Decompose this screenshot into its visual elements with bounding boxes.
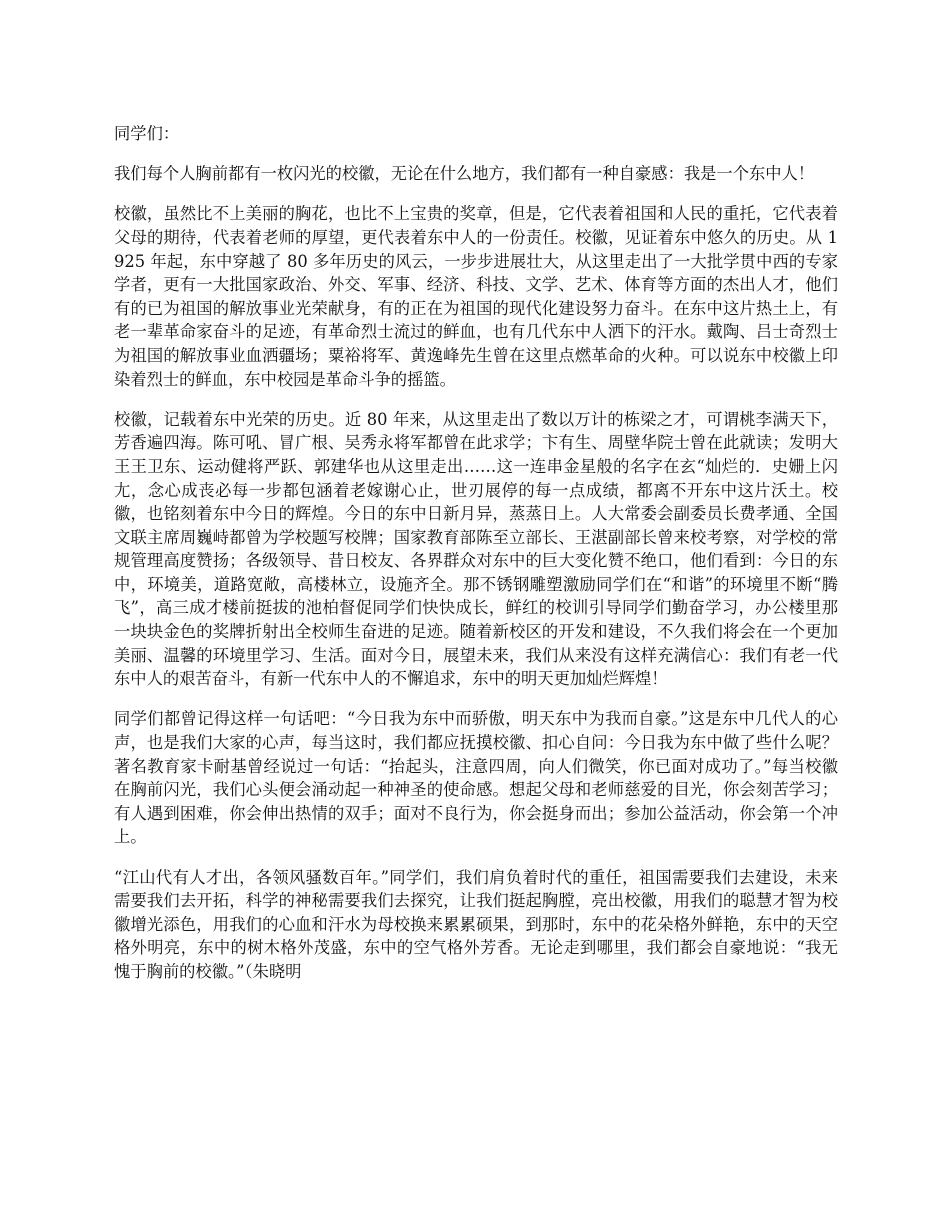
paragraph-3: 校徽，记载着东中光荣的历史。近 80 年来，从这里走出了数以万计的栋梁之才，可谓桃李满天下，芳香遍四海。陈可吼、冒广根、吴秀永将军都曾在此求学；卞有生、周壁华院士曾在此就读；发明大王王卫东、运动健将严跃、郭建华也从这里走出……这一连串金星般的名字在玄“灿烂的．史姗上闪尢，念心成丧必每一步都包涵着老嫁谢心止，世刃展停的每一点成绩，都离不开东中这片沃土。校徽，也铭刻着东中今日的辉煌。今日的东中日新月异，蒸蒸日上。人大常委会副委员长费孝通、全国文联主席周巍峙都曾为学校题写校牌；国家教育部陈至立部长、王湛副部长曾来校考察，对学校的常规管理高度赞扬；各级领导、昔日校友、各界群众对东中的巨大变化赞不绝口，他们看到：今日的东中，环境美，道路宽敞，高楼林立，设施齐全。那不锈钢雕塑激励同学们在“和谐”的环境里不断“腾飞”，高三成才楼前挺拔的池柏督促同学们快快成长，鲜红的校训引导同学们勤奋学习，办公楼里那一块块金色的奖牌折射出全校师生奋进的足迹。随着新校区的开发和建设，不久我们将会在一个更加美丽、温馨的环境里学习、生活。面对今日，展望未来，我们从来没有这样充满信心：我们有老一代东中人的艰苦奋斗，有新一代东中人的不懈追求，东中的明天更加灿烂辉煌！ bbox=[114, 409, 838, 689]
paragraph-5: “江山代有人才出，各领风骚数百年。”同学们，我们肩负着时代的重任，祖国需要我们去建设，未来需要我们去开拓，科学的神秘需要我们去探究，让我们挺起胸膛，亮出校徽，用我们的聪慧才智为校徽增光添色，用我们的心血和汗水为母校换来累累硕果，到那时，东中的花朵格外鲜艳，东中的天空格外明亮，东中的树木格外茂盛，东中的空气格外芳香。无论走到哪里，我们都会自豪地说：“我无愧于胸前的校徽。”（朱晓明 bbox=[114, 867, 838, 981]
greeting: 同学们： bbox=[114, 124, 180, 143]
paragraph-1: 我们每个人胸前都有一枚闪光的校徽，无论在什么地方，我们都有一种自豪感：我是一个东中人！ bbox=[114, 164, 815, 184]
document-body bbox=[114, 122, 838, 1000]
paragraph-2: 校徽，虽然比不上美丽的胸花，也比不上宝贵的奖章，但是，它代表着祖国和人民的重托，它代表着父母的期待，代表着老师的厚望，更代表着东中人的一份责任。校徽，见证着东中悠久的历史。从 1925 年起，东中穿越了 80 多年历史的风云，一步步进展壮大，从这里走出了一大批学贯中西的专家学者，更有一大批国家政治、外交、军事、经济、科技、文学、艺术、体育等方面的杰出人才，他们有的已为祖国的解放事业光荣献身，有的正在为祖国的现代化建设努力奋斗。在东中这片热土上，有老一辈革命家奋斗的足迹，有革命烈士流过的鲜血，也有几代东中人洒下的汗水。戴陶、吕士奇烈士为祖国的解放事业血洒疆场；粟裕将军、黄逸峰先生曾在这里点燃革命的火种。可以说东中校徽上印染着烈士的鲜血，东中校园是革命斗争的摇篮。 bbox=[114, 204, 838, 389]
paragraph-4: 同学们都曾记得这样一句话吧：“今日我为东中而骄傲，明天东中为我而自豪。”这是东中几代人的心声，也是我们大家的心声，每当这时，我们都应抚摸校徽、扣心自问：今日我为东中做了些什么呢？著名教育家卡耐基曾经说过一句话：“抬起头，注意四周，向人们微笑，你已面对成功了。”每当校徽在胸前闪光，我们心头便会涌动起一种神圣的使命感。想起父母和老师慈爱的目光，你会刻苦学习；有人遇到困难，你会伸出热情的双手；面对不良行为，你会挺身而出；参加公益活动，你会第一个冲上。 bbox=[114, 709, 838, 847]
